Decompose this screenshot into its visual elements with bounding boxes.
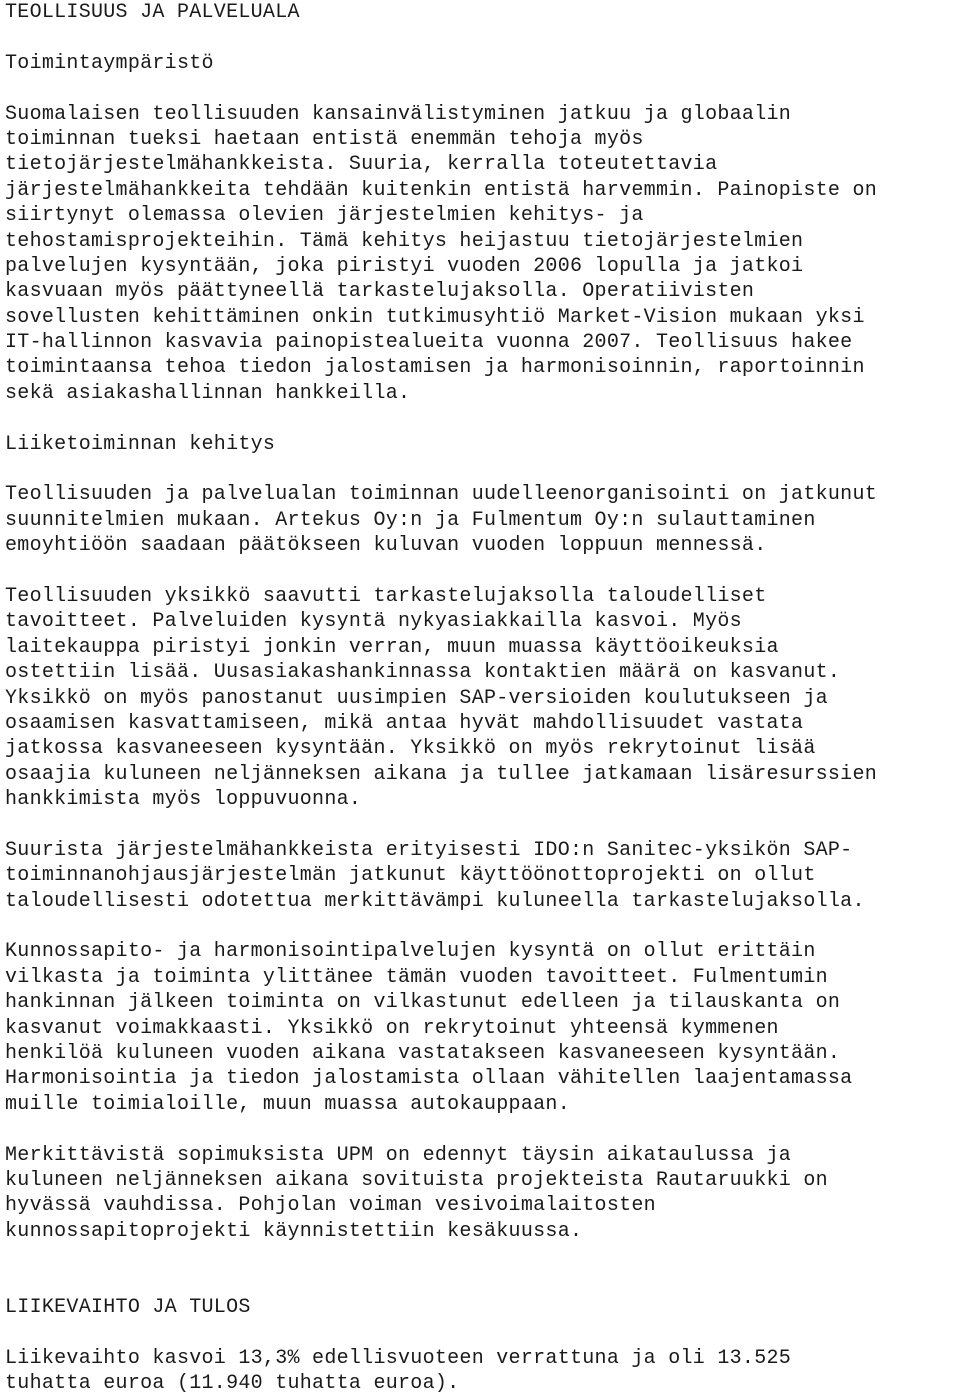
text-line: Harmonisointia ja tiedon jalostamista ollaan vähitellen laajentamassa [5,1067,853,1091]
subheading-business-development: Liiketoiminnan kehitys [5,432,276,456]
text-line: hankkimista myös loppuvuonna. [5,788,362,812]
text-line: vilkasta ja toiminta ylittänee tämän vuoden tavoitteet. Fulmentumin [5,965,828,989]
spacer [5,406,960,431]
paragraph-industry-unit [5,584,960,813]
text-line: sovellusten kehittäminen onkin tutkimusyhtiö Market-Vision mukaan yksi [5,305,865,329]
text-line: jatkossa kasvaneeseen kysyntään. Yksikkö on myös rekrytoinut lisää [5,737,816,761]
paragraph-reorganisation [5,482,960,558]
paragraph-revenue [5,1346,960,1397]
spacer [5,76,960,101]
subheading-operating-environment: Toimintaympäristö [5,51,214,75]
text-line: Liikevaihto kasvoi 13,3% edellisvuoteen verrattuna ja oli 13.525 [5,1346,792,1370]
text-line: sekä asiakashallinnan hankkeilla. [5,381,411,405]
spacer [5,559,960,584]
spacer [5,25,960,50]
text-line: ostettiin lisää. Uusasiakashankinnassa kontaktien määrä on kasvanut. [5,661,841,685]
paragraph-maintenance-services [5,939,960,1117]
text-line: laitekauppa piristyi jonkin verran, muun muassa käyttöoikeuksia [5,635,779,659]
text-line: toiminnan tueksi haetaan entistä enemmän tehoja myös [5,127,644,151]
spacer [5,1320,960,1345]
text-line: toiminnanohjausjärjestelmän jatkunut käyttöönottoprojekti on ollut [5,864,816,888]
text-line: palvelujen kysyntään, joka piristyi vuoden 2006 lopulla ja jatkoi [5,254,804,278]
text-line: kasvanut voimakkaasti. Yksikkö on rekrytoinut yhteensä kymmenen [5,1016,779,1040]
section-heading-revenue: LIIKEVAIHTO JA TULOS [5,1295,251,1319]
paragraph-key-contracts [5,1143,960,1245]
paragraph-large-projects [5,838,960,914]
text-line: muille toimialoille, muun muassa autokauppaan. [5,1092,570,1116]
text-line: suunnitelmien mukaan. Artekus Oy:n ja Fulmentum Oy:n sulauttaminen [5,508,816,532]
text-line: Suomalaisen teollisuuden kansainvälistyminen jatkuu ja globaalin [5,102,792,126]
text-line: Teollisuuden yksikkö saavutti tarkastelujaksolla taloudelliset [5,584,767,608]
text-line: kunnossapitoprojekti käynnistettiin kesäkuussa. [5,1219,583,1243]
text-line: kasvuaan myös päättyneellä tarkastelujaksolla. Operatiivisten [5,280,755,304]
text-line: järjestelmähankkeita tehdään kuitenkin entistä harvemmin. Painopiste on [5,178,878,202]
text-line: Suurista järjestelmähankkeista erityisesti IDO:n Sanitec-yksikön SAP- [5,838,853,862]
text-line: henkilöä kuluneen vuoden aikana vastatakseen kasvaneeseen kysyntään. [5,1042,841,1066]
text-line: Teollisuuden ja palvelualan toiminnan uudelleenorganisointi on jatkunut [5,483,878,507]
text-line: Merkittävistä sopimuksista UPM on edennyt täysin aikataulussa ja [5,1143,792,1167]
text-line: emoyhtiöön saadaan päätökseen kuluvan vuoden loppuun mennessä. [5,534,767,558]
text-line: tehostamisprojekteihin. Tämä kehitys heijastuu tietojärjestelmien [5,229,804,253]
text-line: osaamisen kasvattamiseen, mikä antaa hyvät mahdollisuudet vastata [5,711,804,735]
spacer [5,457,960,482]
text-line: hankinnan jälkeen toiminta on vilkastunut edelleen ja tilauskanta on [5,991,841,1015]
text-line: taloudellisesti odotettua merkittävämpi kuluneella tarkastelujaksolla. [5,889,865,913]
section-heading-industry: TEOLLISUUS JA PALVELUALA [5,1,300,24]
spacer [5,1270,960,1295]
spacer [5,1117,960,1142]
text-line: toimintaansa tehoa tiedon jalostamisen ja harmonisoinnin, raportoinnin [5,356,865,380]
spacer [5,813,960,838]
text-line: tietojärjestelmähankkeista. Suuria, kerralla toteutettavia [5,153,718,177]
text-line: tavoitteet. Palveluiden kysyntä nykyasiakkailla kasvoi. Myös [5,610,742,634]
text-line: tuhatta euroa (11.940 tuhatta euroa). [5,1372,460,1396]
text-line: Kunnossapito- ja harmonisointipalvelujen kysyntä on ollut erittäin [5,940,816,964]
text-line: hyvässä vauhdissa. Pohjolan voiman vesivoimalaitosten [5,1194,656,1218]
spacer [5,1244,960,1269]
text-line: Yksikkö on myös panostanut uusimpien SAP-versioiden koulutukseen ja [5,686,828,710]
text-line: IT-hallinnon kasvavia painopistealueita vuonna 2007. Teollisuus hakee [5,331,853,355]
text-line: kuluneen neljänneksen aikana sovituista projekteista Rautaruukki on [5,1168,828,1192]
paragraph-operating-environment [5,102,960,407]
text-line: osaajia kuluneen neljänneksen aikana ja tullee jatkamaan lisäresurssien [5,762,878,786]
text-line: siirtynyt olemassa olevien järjestelmien kehitys- ja [5,204,644,228]
spacer [5,914,960,939]
